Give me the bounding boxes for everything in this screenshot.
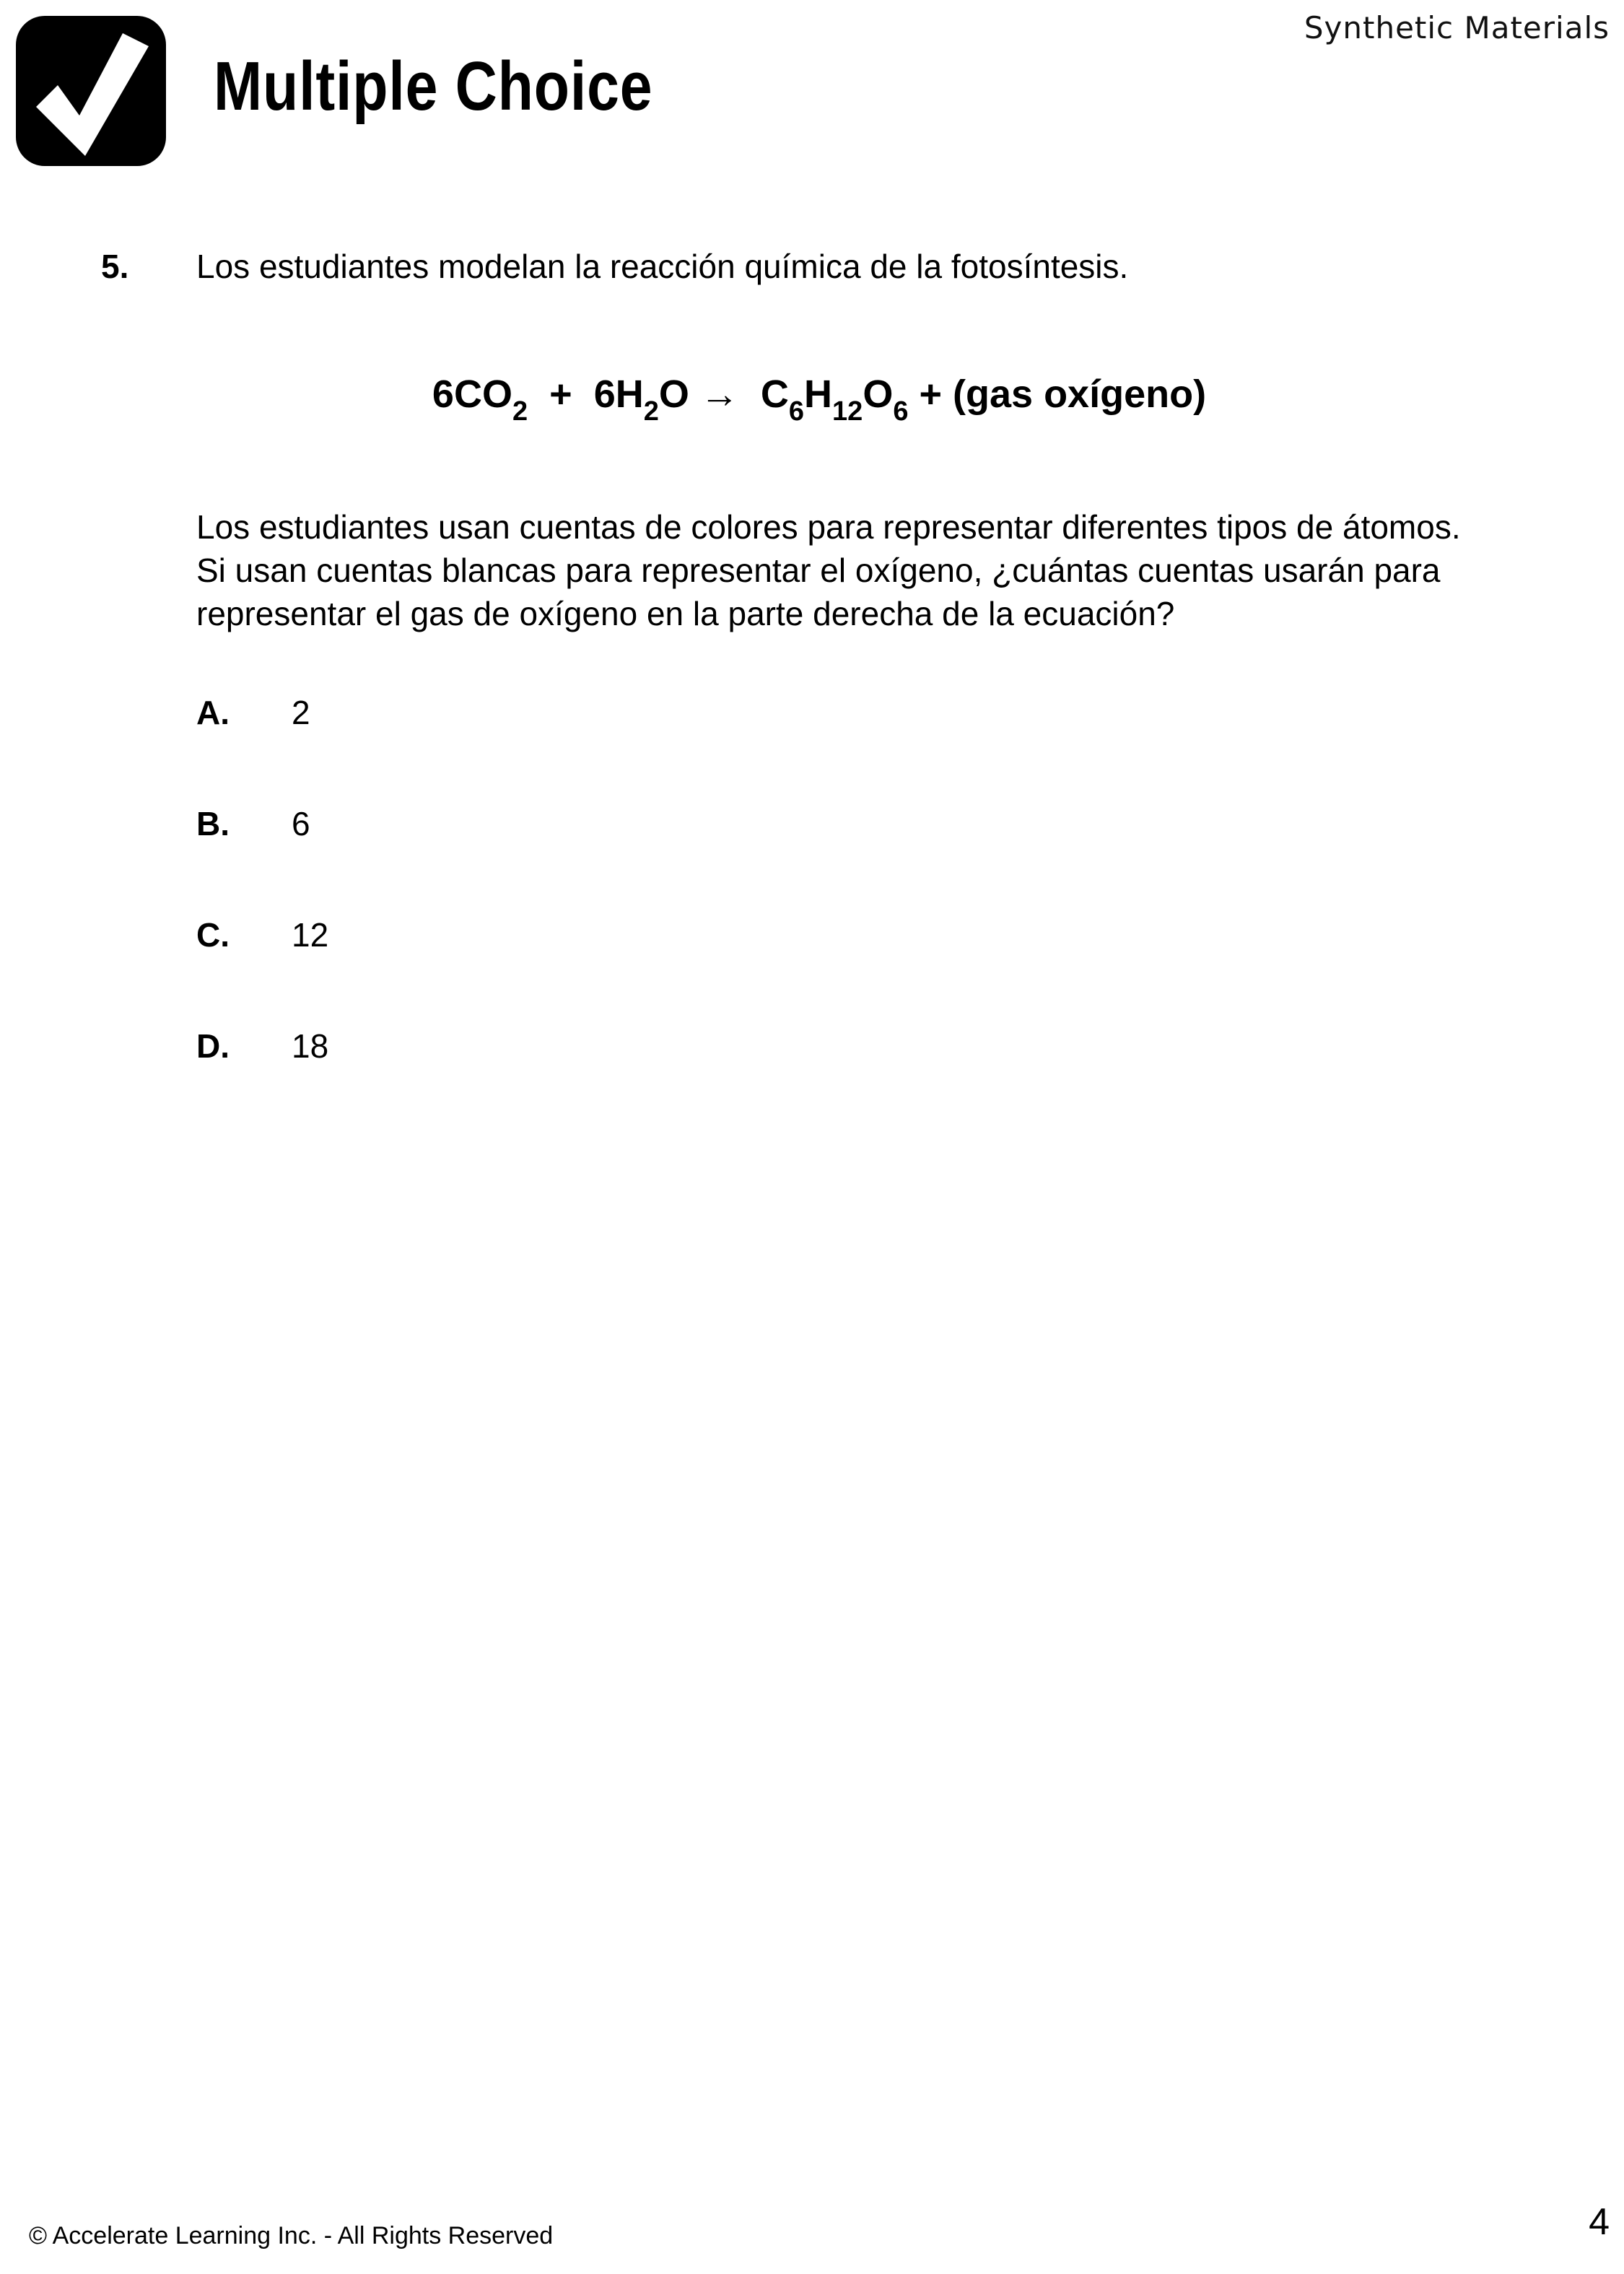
subject-label: Synthetic Materials <box>1304 10 1610 45</box>
choice-b[interactable] <box>196 804 310 843</box>
checkmark-icon <box>14 14 167 167</box>
choice-c[interactable] <box>196 915 328 954</box>
equation-subscript: 2 <box>643 396 659 427</box>
choice-text: 6 <box>292 805 310 842</box>
choice-a[interactable] <box>196 693 310 732</box>
choice-letter: A. <box>196 694 230 731</box>
question-body-line: representar el gas de oxígeno en la parte derecha de la ecuación? <box>196 595 1175 632</box>
choice-letter: D. <box>196 1027 230 1065</box>
equation-product-h: H <box>804 373 833 416</box>
section-title: Multiple Choice <box>214 48 653 125</box>
equation-subscript: 6 <box>788 396 805 427</box>
choice-text: 18 <box>292 1027 329 1065</box>
choice-d[interactable] <box>196 1027 328 1066</box>
question-body-line: Los estudiantes usan cuentas de colores para representar diferentes tipos de átomos. <box>196 508 1461 546</box>
question-prompt: Los estudiantes modelan la reacción química de la fotosíntesis. <box>196 248 1129 285</box>
question-body-line: Si usan cuentas blancas para representar el oxígeno, ¿cuántas cuentas usarán para <box>196 552 1441 589</box>
choice-letter: C. <box>196 916 230 954</box>
question-number: 5. <box>101 248 129 285</box>
page-number: 4 <box>1589 2201 1610 2243</box>
equation-reactant-co2: 6CO <box>432 373 512 416</box>
chemical-equation <box>0 372 1624 427</box>
equation-subscript: 12 <box>832 396 863 427</box>
choice-letter: B. <box>196 805 230 842</box>
equation-product-o: O <box>863 373 894 416</box>
equation-reactant-h2o-tail: O <box>658 373 689 416</box>
equation-plus: + <box>549 373 572 416</box>
equation-subscript: 2 <box>512 396 528 427</box>
equation-arrow: → <box>699 373 739 416</box>
choice-text: 12 <box>292 916 329 954</box>
equation-product-c: C <box>760 373 789 416</box>
choice-text: 2 <box>292 694 310 731</box>
equation-reactant-h2o: 6H <box>593 373 644 416</box>
equation-subscript: 6 <box>893 396 909 427</box>
copyright-notice: © Accelerate Learning Inc. - All Rights Reserved <box>29 2222 554 2249</box>
equation-oxygen-gas: + (gas oxígeno) <box>919 373 1207 416</box>
question-body <box>196 505 1589 635</box>
